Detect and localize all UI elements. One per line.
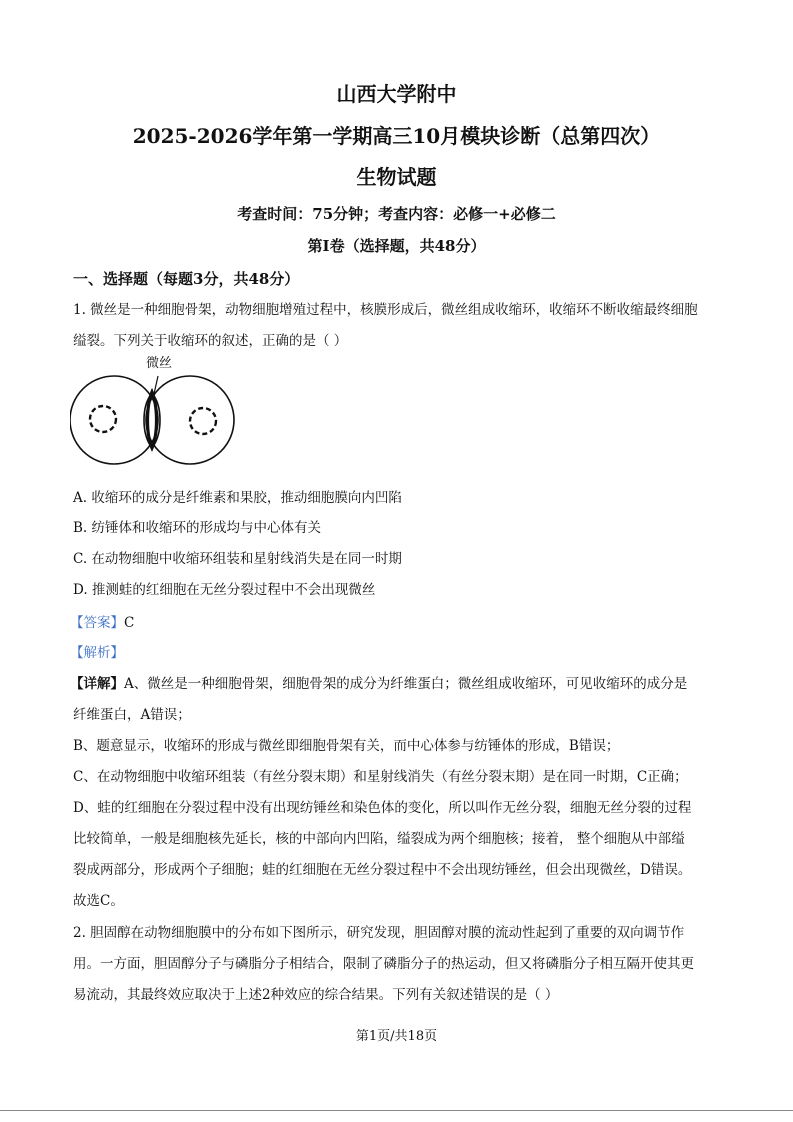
detail-line4: C、在动物细胞中收缩环组装（有丝分裂末期）和星射线消失（有丝分裂末期）是在同一时期，C正确；: [73, 769, 688, 785]
q2-line1: 2. 胆固醇在动物细胞膜中的分布如下图所示，研究发现，胆固醇对膜的流动性起到了重要的双向调节作: [73, 925, 685, 941]
exam-title: 2025-2026学年第一学期高三10月模块诊断（总第四次）: [132, 124, 661, 148]
q1-stem-line2: 缢裂。下列关于收缩环的叙述，正确的是（ ）: [73, 333, 348, 349]
cell-division-figure: [70, 352, 240, 472]
contractile-ring: [148, 392, 157, 448]
q2-line3: 易流动，其最终效应取决于上述2种效应的综合结果。下列有关叙述错误的是（ ）: [73, 987, 559, 1003]
q1-option-b: B. 纺锤体和收缩环的形成均与中心体有关: [73, 520, 322, 536]
analysis-tag: 【解析】: [70, 645, 124, 661]
section-title: 一、选择题（每题3分，共48分）: [73, 270, 300, 288]
detail-line6: 比较简单，一般是细胞核先延长，核的中部向内凹陷，缢裂成为两个细胞核；接着， 整个细胞从中部缢: [73, 831, 685, 847]
left-nucleus: [90, 406, 116, 432]
detail-line5: D、蛙的红细胞在分裂过程中没有出现纺锤丝和染色体的变化，所以叫作无丝分裂，细胞无丝分裂的过程: [73, 800, 692, 816]
q1-option-a: A. 收缩环的成分是纤维素和果胶，推动细胞膜向内凹陷: [73, 490, 402, 506]
q1-option-c: C. 在动物细胞中收缩环组装和星射线消失是在同一时期: [73, 551, 402, 567]
detail-line1-row: [70, 672, 687, 692]
detail-tag: 【详解】: [70, 676, 124, 692]
q1-answer-row: [70, 611, 134, 631]
exam-info: 考查时间：75分钟；考查内容：必修一+必修二: [237, 205, 556, 223]
detail-line3: B、题意显示，收缩环的形成与微丝即细胞骨架有关，而中心体参与纺锤体的形成，B错误；: [73, 738, 620, 754]
page-bottom-divider: [0, 1110, 793, 1111]
detail-line7: 裂成两部分，形成两个子细胞；蛙的红细胞在无丝分裂过程中不会出现纺锤丝，但会出现微丝，D错误。: [73, 862, 692, 878]
detail-line1: A、微丝是一种细胞骨架，细胞骨架的成分为纤维蛋白；微丝组成收缩环，可见收缩环的成分是: [124, 676, 688, 692]
q1-option-d: D. 推测蛙的红细胞在无丝分裂过程中不会出现微丝: [73, 582, 376, 598]
volume-title: 第Ⅰ卷（选择题，共48分）: [307, 237, 486, 255]
subject-title: 生物试题: [356, 165, 437, 189]
school-name: 山西大学附中: [336, 82, 457, 106]
q1-conclusion: 故选C。: [73, 893, 124, 909]
answer-tag: 【答案】: [70, 615, 124, 631]
q1-stem-line1: 1. 微丝是一种细胞骨架，动物细胞增殖过程中，核膜形成后，微丝组成收缩环，收缩环不断收缩最终细胞: [73, 302, 698, 318]
detail-line2: 纤维蛋白，A错误；: [73, 707, 191, 723]
answer-value: C: [124, 615, 135, 631]
figure-label-microfilament: 微丝: [146, 356, 173, 371]
q2-line2: 用。一方面，胆固醇分子与磷脂分子相结合，限制了磷脂分子的热运动，但又将磷脂分子相互隔开使其更: [73, 956, 694, 972]
right-nucleus: [190, 408, 216, 434]
page-number: 第1页/共18页: [355, 1029, 438, 1044]
